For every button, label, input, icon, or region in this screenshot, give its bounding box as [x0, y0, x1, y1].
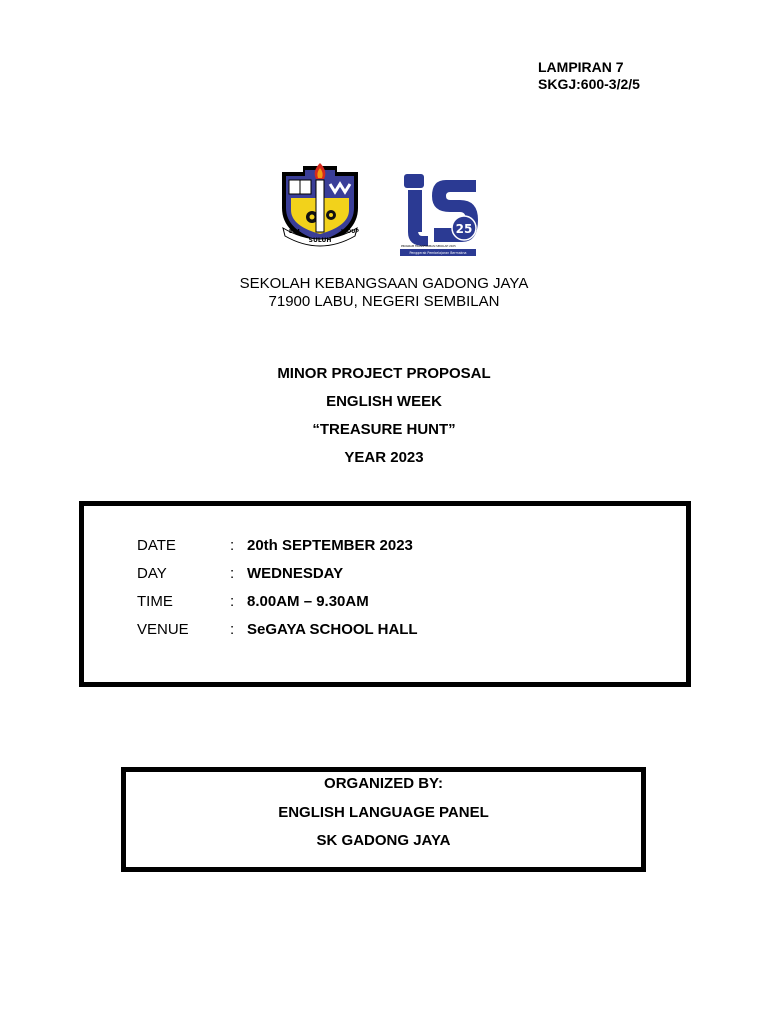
school-address: 71900 LABU, NEGERI SEMBILAN — [268, 293, 500, 310]
crest-motto-center: SULUH — [308, 237, 332, 244]
detail-colon: : — [230, 621, 235, 638]
activity-name: “TREASURE HUNT” — [312, 421, 456, 438]
event-details-box — [79, 501, 691, 687]
school-crest-logo — [279, 162, 361, 248]
organizer-school: SK GADONG JAYA — [316, 832, 451, 849]
detail-colon: : — [230, 565, 235, 582]
ts25-subtitle: PROGRAM TRANSFORMASI SEKOLAH 2025 — [401, 245, 456, 248]
detail-value: 20th SEPTEMBER 2023 — [247, 537, 413, 554]
detail-colon: : — [230, 537, 235, 554]
ts25-number: 25 — [455, 222, 473, 236]
document-reference — [538, 59, 640, 93]
crest-motto-left: B.M. — [289, 229, 302, 235]
proposal-title: MINOR PROJECT PROPOSAL — [277, 365, 491, 382]
detail-colon: : — [230, 593, 235, 610]
detail-label: DATE — [137, 537, 176, 554]
crest-motto-right: HIDUP — [341, 229, 359, 235]
event-name: ENGLISH WEEK — [326, 393, 442, 410]
ts25-logo — [398, 172, 480, 256]
organizer-box — [121, 767, 646, 872]
event-year: YEAR 2023 — [344, 449, 424, 466]
detail-value: 8.00AM – 9.30AM — [247, 593, 369, 610]
ts25-tagline: Penggerak Pembelajaran Bermakna — [409, 251, 467, 255]
detail-value: SeGAYA SCHOOL HALL — [247, 621, 418, 638]
reference-number: SKGJ:600-3/2/5 — [538, 76, 640, 92]
school-name: SEKOLAH KEBANGSAAN GADONG JAYA — [239, 275, 529, 292]
organizer-heading: ORGANIZED BY: — [324, 775, 443, 792]
organizer-panel: ENGLISH LANGUAGE PANEL — [278, 804, 489, 821]
detail-label: TIME — [137, 593, 173, 610]
detail-label: VENUE — [137, 621, 189, 638]
lampiran-label: LAMPIRAN 7 — [538, 59, 624, 75]
detail-value: WEDNESDAY — [247, 565, 344, 582]
detail-label: DAY — [137, 565, 167, 582]
